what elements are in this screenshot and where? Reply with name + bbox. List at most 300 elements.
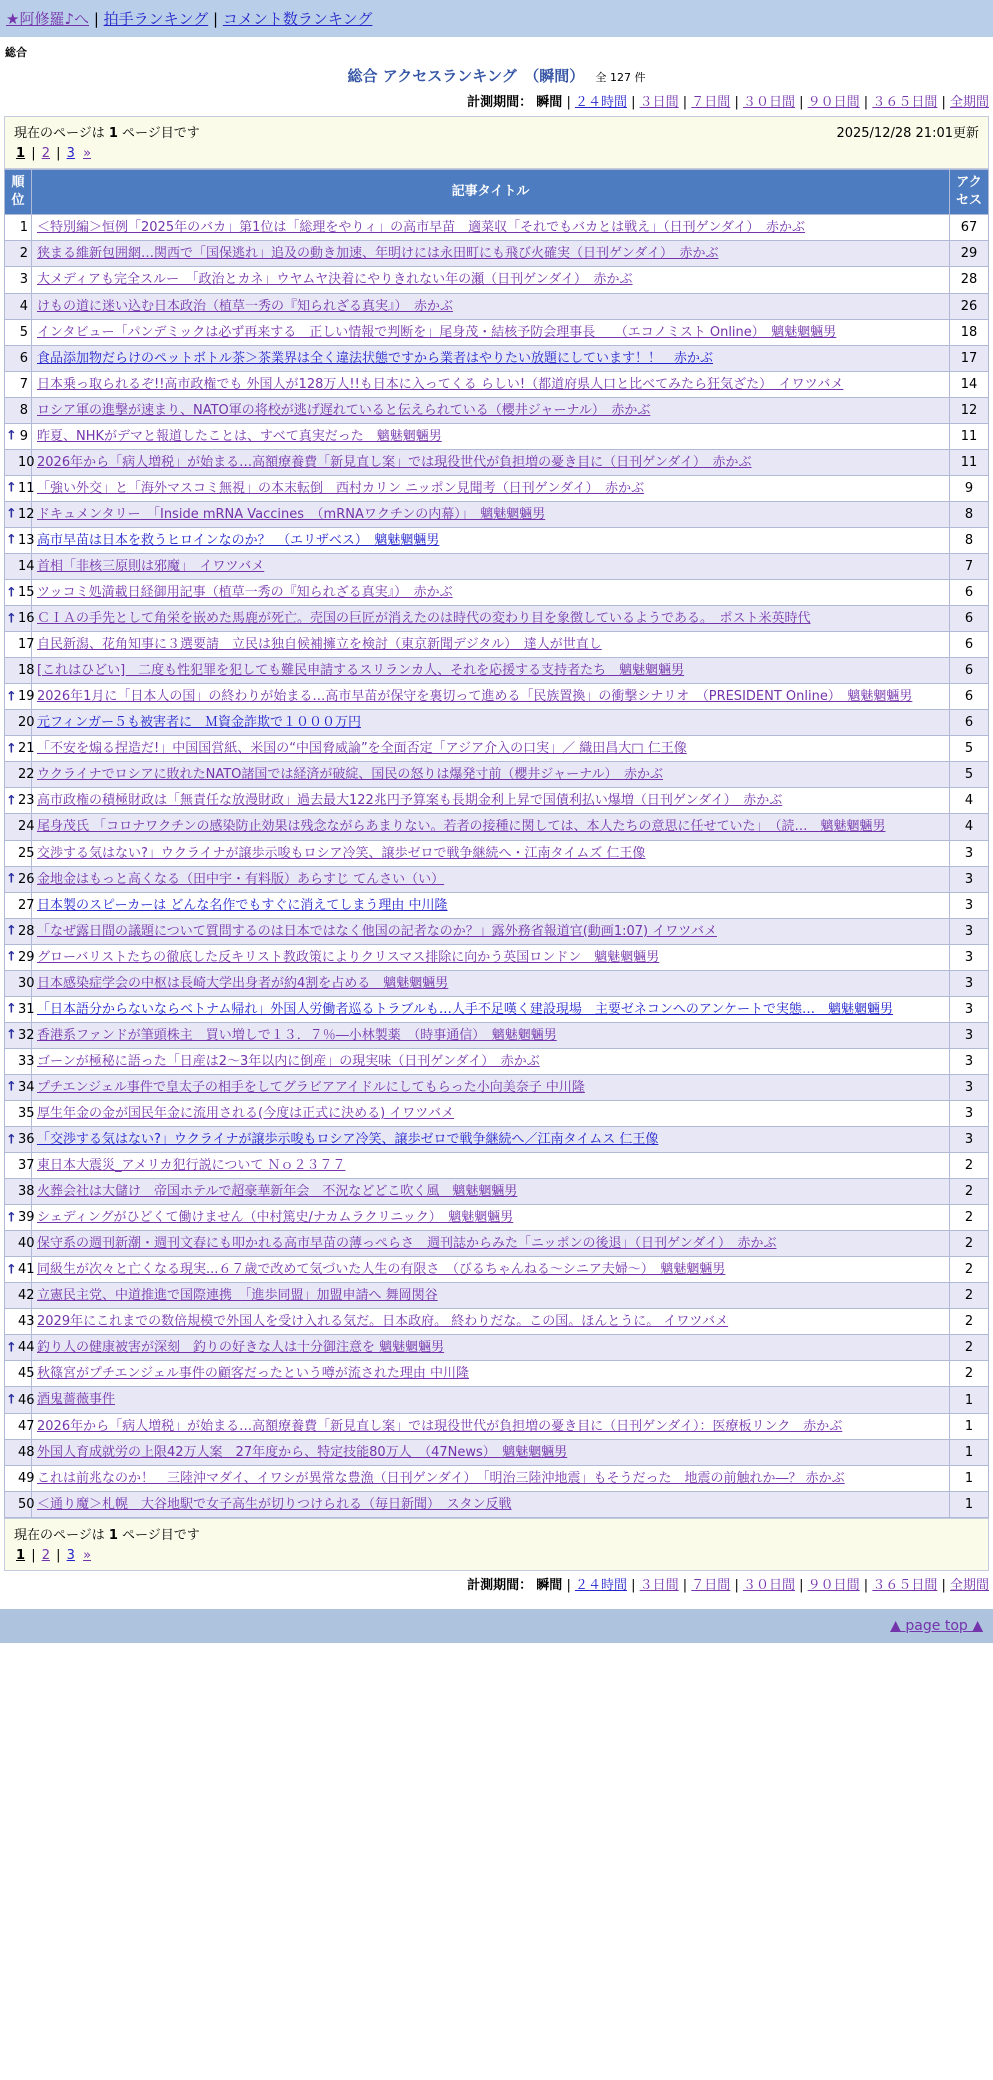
table-row (5, 866, 989, 892)
rank-up-arrow-icon: ↑ (6, 689, 17, 705)
article-title-cell (32, 1335, 950, 1361)
rank-up-arrow-icon: ↑ (6, 741, 17, 757)
article-title-cell (32, 423, 950, 449)
access-count: 2 (950, 1335, 989, 1361)
rank-cell (5, 293, 32, 319)
rank-number: 45 (18, 1366, 35, 1382)
article-link[interactable]: 日本感染症学会の中枢は長崎大学出身者が約4割を占める 魑魅魍魎男 (37, 975, 449, 991)
table-row (5, 1257, 989, 1283)
period-option[interactable]: ３０日間 (742, 1577, 795, 1593)
rank-cell (5, 944, 35, 970)
rank-number: 20 (18, 715, 35, 731)
rank-cell (5, 241, 32, 267)
rank-number: 29 (18, 949, 35, 965)
article-title-cell (32, 1100, 950, 1126)
article-link[interactable]: 2026年1月に「日本人の国」の終わりが始まる…高市早苗が保守を裏切って進める「民族置換」の衝撃シナリオ （PRESIDENT Online） 魑魅魍魎男 (37, 689, 913, 705)
article-link[interactable]: ゴーンが極秘に語った「日産は2～3年以内に倒産」の現実味（日刊ゲンダイ） 赤かぶ (37, 1053, 540, 1069)
article-title-cell (32, 1439, 950, 1465)
period-option[interactable]: ３０日間 (742, 95, 795, 110)
article-link[interactable]: 首相「非核三原則は邪魔」 イワツバメ (37, 558, 265, 574)
current-page-text: 現在のページは 1 ページ目です (14, 1527, 200, 1543)
article-title-cell (32, 371, 950, 397)
article-link[interactable]: 高市政権の積極財政は「無責任な放漫財政」過去最大122兆円予算案も長期金利上昇で国債利払い爆増（日刊ゲンダイ） 赤かぶ (37, 793, 783, 809)
rank-number: 44 (18, 1340, 35, 1356)
article-link[interactable]: 日本製のスピーカーは どんな名作でもすぐに消えてしまう理由 中川隆 (37, 897, 448, 913)
table-row (5, 762, 989, 788)
article-link[interactable]: 「不安を煽る捏造だ!」中国国営紙、米国の“中国脅威論”を全面否定「アジア介入の口実」／ 織田昌大□ 仁王像 (37, 741, 687, 757)
rank-number: 18 (18, 663, 35, 679)
table-row (5, 970, 989, 996)
rank-number: 6 (19, 350, 28, 366)
total-count: 全 127 件 (595, 71, 646, 84)
access-count: 67 (950, 215, 989, 241)
rank-cell (5, 1179, 35, 1205)
article-link[interactable]: 同級生が次々と亡くなる現実...６７歳で改めて気づいた人生の有限さ （びるちゃんねる～シニア夫婦～） 魑魅魍魎男 (37, 1262, 726, 1278)
article-link[interactable]: けもの道に迷い込む日本政治（植草一秀の『知られざる真実』） 赤かぶ (37, 298, 454, 314)
access-count: 1 (950, 1465, 989, 1491)
article-title-cell (32, 1465, 950, 1491)
table-row (5, 1231, 989, 1257)
rank-cell (5, 449, 35, 475)
access-count: 1 (950, 1491, 989, 1517)
access-count: 3 (950, 996, 989, 1022)
rank-cell (5, 788, 35, 814)
access-count: 3 (950, 866, 989, 892)
article-link[interactable]: 厚生年金の金が国民年金に流用される(今度は正式に決める) イワツバメ (37, 1105, 455, 1121)
ranking-table (4, 169, 989, 1518)
article-link[interactable]: 2026年から「病人増税」が始まる…高額療養費「新見直し案」では現役世代が負担増の憂き目に（日刊ゲンダイ） 赤かぶ (37, 454, 752, 470)
article-title-cell (32, 1309, 950, 1335)
rank-number: 43 (18, 1314, 35, 1330)
rank-up-arrow-icon: ↑ (6, 1392, 17, 1408)
rank-cell (5, 345, 32, 371)
article-title-cell (32, 1491, 950, 1517)
updated-timestamp: 2025/12/28 21:01更新 (836, 126, 979, 141)
access-count: 3 (950, 1100, 989, 1126)
article-link[interactable]: 2029年にこれまでの数倍規模で外国人を受け入れる気だ。日本政府。 終わりだな。この国。ほんとうに。 イワツバメ (37, 1314, 729, 1330)
article-link[interactable]: 酒鬼薔薇事件 (37, 1392, 116, 1408)
rank-number: 36 (18, 1132, 35, 1148)
article-title-cell (32, 345, 950, 371)
article-title-cell (32, 1127, 950, 1153)
rank-number: 28 (18, 923, 35, 939)
rank-cell (5, 371, 32, 397)
rank-cell (5, 1074, 35, 1100)
access-count: 8 (950, 501, 989, 527)
article-link[interactable]: プチエンジェル事件で皇太子の相手をしてグラビアアイドルにしてもらった小向美奈子 中川隆 (37, 1079, 585, 1095)
period-option[interactable]: 全期間 (949, 95, 989, 110)
article-link[interactable]: 「強い外交」と「海外マスコミ無視」の本末転倒 西村カリン ニッポン見聞考（日刊ゲンダイ） 赤かぶ (37, 480, 645, 496)
period-selector-top: 計測期間： 瞬間 | ２４時間 | ３日間 | ７日間 | ３０日間 | ９０日間 | ３６５日間 | 全期間 (467, 95, 989, 110)
table-row (5, 553, 989, 579)
access-count: 6 (950, 606, 989, 632)
rank-number: 17 (18, 637, 35, 653)
access-count: 2 (950, 1309, 989, 1335)
article-link[interactable]: ＣＩＡの手先として角栄を嵌めた馬鹿が死亡。売国の巨匠が消えたのは時代の変わり目を象徴しているようである。 ポスト米英時代 (37, 611, 811, 627)
table-row (5, 1153, 989, 1179)
pagination-link[interactable]: 2 (41, 1547, 50, 1563)
bottom-bar (0, 1609, 993, 1643)
rank-number: 32 (18, 1027, 35, 1043)
rank-number: 31 (18, 1001, 35, 1017)
top-nav-link[interactable]: 拍手ランキング (103, 10, 209, 28)
rank-number: 15 (18, 585, 35, 601)
rank-number: 39 (18, 1210, 35, 1226)
article-link[interactable]: 大メディアも完全スルー 「政治とカネ」ウヤムヤ決着にやりきれない年の瀬（日刊ゲンダイ） 赤かぶ (37, 272, 633, 288)
article-link[interactable]: 昨夏、NHKがデマと報道したことは、すべて真実だった 魑魅魍魎男 (37, 428, 442, 444)
rank-cell (5, 501, 35, 527)
article-link[interactable]: 「なぜ露日間の議題について質問するのは日本ではなく他国の記者なのか？」露外務省報道官(動画1:07) イワツバメ (37, 923, 717, 939)
rank-up-arrow-icon: ↑ (6, 1001, 17, 1017)
table-row (5, 892, 989, 918)
access-count: 29 (950, 241, 989, 267)
article-link[interactable]: 2026年から「病人増税」が始まる…高額療養費「新見直し案」では現役世代が負担増の憂き目に（日刊ゲンダイ）：医療板リンク 赤かぶ (37, 1418, 843, 1434)
access-count: 6 (950, 632, 989, 658)
access-count: 3 (950, 1048, 989, 1074)
article-link[interactable]: 秋篠宮がプチエンジェル事件の顧客だったという噂が流された理由 中川隆 (37, 1366, 470, 1382)
rank-cell (5, 1361, 35, 1387)
table-row (5, 1413, 989, 1439)
rank-cell (5, 1022, 35, 1048)
rank-number: 14 (18, 559, 35, 574)
article-link[interactable]: 東日本大震災_アメリカ犯行説について Ｎｏ２３７７ (37, 1158, 346, 1174)
rank-cell (5, 1127, 35, 1153)
rank-number: 26 (18, 871, 35, 887)
top-nav-link[interactable]: ★阿修羅♪へ (6, 10, 90, 28)
article-title-cell (32, 580, 950, 606)
pagination-link[interactable]: » (83, 1547, 92, 1563)
table-row (5, 1048, 989, 1074)
rank-cell (5, 1413, 35, 1439)
article-title-cell (32, 1048, 950, 1074)
rank-cell (5, 710, 35, 736)
table-row (5, 1361, 989, 1387)
table-row (5, 1465, 989, 1491)
article-title-cell (32, 918, 950, 944)
rank-up-arrow-icon: ↑ (6, 611, 17, 627)
access-count: 6 (950, 580, 989, 606)
pagination-link[interactable]: 2 (41, 146, 50, 161)
rank-cell (5, 1335, 35, 1361)
top-nav-bar: ★阿修羅♪へ | 拍手ランキング | コメント数ランキング (0, 0, 993, 37)
period-option[interactable]: ７日間 (691, 1577, 731, 1593)
access-count: 3 (950, 1074, 989, 1100)
article-title-cell (32, 553, 950, 579)
rank-number: 49 (18, 1470, 35, 1486)
access-count: 2 (950, 1283, 989, 1309)
article-link[interactable]: 元フィンガー５も被害者に Ｍ資金詐欺で１０００万円 (37, 715, 361, 731)
rank-up-arrow-icon: ↑ (6, 585, 17, 601)
article-link[interactable]: 食品添加物だらけのペットボトル茶＞茶業界は全く違法状態ですから業者はやりたい放題にしています！！ 赤かぶ (37, 350, 714, 366)
rank-number: 19 (18, 689, 35, 705)
table-row (5, 606, 989, 632)
pagination-bottom: 1 | 2 | 3 » (16, 1547, 92, 1563)
article-link[interactable]: ＜通り魔＞札幌 大谷地駅で女子高生が切りつけられる（毎日新聞） スタン反戦 (37, 1496, 512, 1512)
period-option[interactable]: ３日間 (639, 1577, 679, 1593)
rank-cell (5, 1100, 35, 1126)
rank-cell (5, 527, 35, 553)
article-link[interactable]: [これはひどい] 二度も性犯罪を犯しても難民申請するスリランカ人、それを応援する支持者たち 魑魅魍魎男 (37, 663, 685, 679)
rank-number: 38 (18, 1184, 35, 1200)
rank-number: 12 (18, 506, 35, 522)
access-count: 14 (950, 371, 989, 397)
article-link[interactable]: ドキュメンタリー 「Inside mRNA Vaccines （mRNAワクチンの内幕）」 魑魅魍魎男 (37, 506, 546, 522)
board-label: 総合 (5, 46, 27, 59)
pagination-link[interactable]: » (83, 146, 92, 161)
table-row (5, 371, 989, 397)
table-row (5, 423, 989, 449)
access-count: 6 (950, 684, 989, 710)
access-count: 18 (950, 319, 989, 345)
period-option[interactable]: ７日間 (691, 95, 731, 110)
table-row (5, 501, 989, 527)
article-title-cell (32, 996, 950, 1022)
article-link[interactable]: 香港系ファンドが筆頭株主 買い増しで１３．７％―小林製薬 （時事通信） 魑魅魍魎男 (37, 1027, 557, 1043)
article-link[interactable]: 「日本語分からないならベトナム帰れ」外国人労働者巡るトラブルも…人手不足嘆く建設現場 主要ゼネコンへのアンケートで実態… 魑魅魍魎男 (37, 1001, 894, 1017)
article-title-cell (32, 475, 950, 501)
article-link[interactable]: シェディングがひどくて働けません（中村篤史/ナカムラクリニック） 魑魅魍魎男 (37, 1210, 514, 1226)
rank-up-arrow-icon: ↑ (6, 923, 17, 939)
table-row (5, 918, 989, 944)
table-row (5, 527, 989, 553)
table-row (5, 1127, 989, 1153)
period-selector-bottom: 計測期間： 瞬間 | ２４時間 | ３日間 | ７日間 | ３０日間 | ９０日間 | ３６５日間 | 全期間 (467, 1577, 989, 1593)
rank-number: 41 (18, 1262, 35, 1278)
article-link[interactable]: 交渉する気はない?」ウクライナが譲歩示唆もロシア冷笑、譲歩ゼロで戦争継続へ・江南タイムズ 仁王像 (37, 845, 646, 861)
table-row (5, 658, 989, 684)
rank-number: 22 (18, 767, 35, 783)
table-row (5, 580, 989, 606)
rank-cell (5, 918, 35, 944)
article-title-cell (32, 944, 950, 970)
article-link[interactable]: 高市早苗は日本を救うヒロインなのか？ （エリザベス） 魑魅魍魎男 (37, 532, 440, 548)
rank-cell (5, 267, 32, 293)
article-link[interactable]: グローバリストたちの徹底した反キリスト教政策によりクリスマス排除に向かう英国ロンドン 魑魅魍魎男 (37, 949, 660, 965)
table-row (5, 475, 989, 501)
rank-up-arrow-icon: ↑ (6, 480, 17, 496)
rank-cell (5, 580, 35, 606)
rank-number: 35 (18, 1105, 35, 1121)
article-link[interactable]: 金地金はもっと高くなる（田中宇・有料版）あらすじ てんさい（い） (37, 871, 445, 887)
access-count: 5 (950, 762, 989, 788)
article-link[interactable]: ＜特別編＞恒例「2025年のバカ」第1位は「総理をやりィ」の高市早苗 適菜収「それでもバカとは戦え」（日刊ゲンダイ） 赤かぶ (37, 220, 806, 236)
rank-number: 21 (18, 741, 35, 757)
article-title-cell (32, 658, 950, 684)
rank-number: 24 (18, 819, 35, 835)
column-header-rank: 順位 (5, 170, 32, 215)
table-row (5, 215, 989, 241)
access-count: 11 (950, 449, 989, 475)
pagination-link[interactable]: 3 (66, 1547, 75, 1563)
period-label: 計測期間： (467, 95, 533, 110)
table-row (5, 1179, 989, 1205)
rank-number: 48 (18, 1444, 35, 1460)
article-title-cell (32, 710, 950, 736)
rank-up-arrow-icon: ↑ (6, 871, 17, 887)
current-page-text: 現在のページは 1 ページ目です (14, 126, 200, 141)
article-title-cell (32, 632, 950, 658)
pagination-link[interactable]: 1 (16, 1547, 26, 1563)
rank-cell (5, 1153, 35, 1179)
rank-cell (5, 996, 35, 1022)
article-link[interactable]: 外国人育成就労の上限42万人案 27年度から、特定技能80万人 （47News） 魑魅魍魎男 (37, 1444, 568, 1460)
article-title-cell (32, 762, 950, 788)
period-option[interactable]: ２４時間 (574, 95, 627, 110)
article-link[interactable]: 立憲民主党、中道推進で国際連携 「進歩同盟」加盟申請へ 舞岡関谷 (37, 1288, 438, 1304)
access-count: 2 (950, 1205, 989, 1231)
article-link[interactable]: 日本乗っ取られるぞ!!高市政権でも 外国人が128万人!!も日本に入ってくる らしい!（都道府県人口と比べてみたら狂気ざた） イワツバメ (37, 376, 844, 392)
period-option[interactable]: 瞬間 (536, 95, 563, 110)
article-link[interactable]: 「交渉する気はない?」ウクライナが譲歩示唆もロシア冷笑、譲歩ゼロで戦争継続へ／江南タイムス 仁王像 (37, 1132, 659, 1148)
article-link[interactable]: 自民新潟、花角知事に３選要請 立民は独自候補擁立を検討（東京新聞デジタル） 達人が世直し (37, 637, 602, 653)
rank-number: 27 (18, 897, 35, 913)
article-title-cell (32, 241, 950, 267)
table-row (5, 345, 989, 371)
rank-cell (5, 658, 35, 684)
rank-cell (5, 1439, 35, 1465)
table-row (5, 1309, 989, 1335)
article-link[interactable]: これは前兆なのか！ 三陸沖マダイ、イワシが異常な豊漁（日刊ゲンダイ） 「明治三陸沖地震」もそうだった 地震の前触れか―？ 赤かぶ (37, 1470, 845, 1486)
rank-number: 7 (19, 376, 28, 392)
article-title-cell (32, 1387, 950, 1413)
article-title-cell (32, 1283, 950, 1309)
period-option[interactable]: ２４時間 (574, 1577, 627, 1593)
article-title-cell (32, 1361, 950, 1387)
period-option[interactable]: ３６５日間 (872, 95, 938, 110)
article-link[interactable]: ツッコミ処満載日経御用記事（植草一秀の『知られざる真実』） 赤かぶ (37, 585, 453, 601)
access-count: 28 (950, 267, 989, 293)
current-page-number: 1 (108, 126, 118, 141)
access-count: 6 (950, 658, 989, 684)
article-title-cell (32, 1022, 950, 1048)
table-row (5, 1335, 989, 1361)
rank-number: 5 (19, 324, 28, 340)
access-count: 3 (950, 840, 989, 866)
article-title-cell (32, 527, 950, 553)
period-option[interactable]: ３６５日間 (872, 1577, 938, 1593)
current-page-number: 1 (108, 1527, 118, 1543)
rank-number: 34 (18, 1079, 35, 1095)
table-row (5, 241, 989, 267)
table-row (5, 1022, 989, 1048)
rank-number: 8 (19, 402, 28, 418)
article-title-cell (32, 1257, 950, 1283)
access-count: 3 (950, 918, 989, 944)
rank-number: 1 (19, 220, 28, 236)
access-count: 3 (950, 1127, 989, 1153)
rank-up-arrow-icon: ↑ (6, 506, 17, 522)
article-title-cell (32, 293, 950, 319)
rank-cell (5, 684, 35, 710)
article-link[interactable]: 釣り人の健康被害が深刻 釣りの好きな人は十分御注意を 魑魅魍魎男 (37, 1340, 445, 1356)
rank-number: 4 (19, 298, 28, 314)
period-option[interactable]: 全期間 (949, 1577, 989, 1593)
access-count: 4 (950, 814, 989, 840)
access-count: 1 (950, 1439, 989, 1465)
rank-cell (5, 892, 35, 918)
table-row (5, 397, 989, 423)
article-link[interactable]: 保守系の週刊新潮・週刊文春にも叩かれる高市早苗の薄っぺらさ 週刊誌からみた「ニッポンの後退」（日刊ゲンダイ） 赤かぶ (37, 1236, 777, 1252)
table-row (5, 788, 989, 814)
top-nav-link[interactable]: コメント数ランキング (222, 10, 373, 28)
table-header-row (5, 170, 989, 215)
rank-cell (5, 1205, 35, 1231)
article-title-cell (32, 788, 950, 814)
access-count: 9 (950, 475, 989, 501)
period-label: 計測期間： (467, 1577, 533, 1593)
period-option[interactable]: ３日間 (639, 95, 679, 110)
table-row (5, 814, 989, 840)
period-option[interactable]: 瞬間 (536, 1577, 563, 1593)
access-count: 8 (950, 527, 989, 553)
article-link[interactable]: ロシア軍の進撃が速まり、NATO軍の将校が逃げ遅れていると伝えられている（櫻井ジャーナル） 赤かぶ (37, 402, 651, 418)
article-title-cell (32, 840, 950, 866)
rank-cell (5, 970, 35, 996)
table-row (5, 293, 989, 319)
rank-up-arrow-icon: ↑ (6, 1132, 17, 1148)
rank-number: 37 (18, 1158, 35, 1174)
table-row (5, 1100, 989, 1126)
article-title-cell (32, 215, 950, 241)
table-row (5, 996, 989, 1022)
article-title-cell (32, 1413, 950, 1439)
table-row (5, 1074, 989, 1100)
rank-number: 50 (18, 1496, 35, 1512)
table-row (5, 684, 989, 710)
rank-number: 33 (18, 1053, 35, 1069)
rank-number: 30 (18, 975, 35, 991)
pagination-link[interactable]: 3 (66, 146, 75, 161)
pagination-link[interactable]: 1 (16, 146, 26, 161)
rank-cell (5, 397, 32, 423)
access-count: 6 (950, 710, 989, 736)
rank-up-arrow-icon: ↑ (6, 1340, 17, 1356)
rank-number: 25 (18, 845, 35, 861)
rank-number: 13 (18, 532, 35, 548)
rank-cell (5, 1048, 35, 1074)
rank-up-arrow-icon: ↑ (6, 1210, 17, 1226)
rank-cell (5, 1491, 35, 1517)
access-count: 12 (950, 397, 989, 423)
article-link[interactable]: インタビュー「パンデミックは必ず再来する 正しい情報で判断を」尾身茂・結核予防会理事長 （エコノミスト Online） 魑魅魍魎男 (37, 324, 837, 340)
column-header-access: アクセス (950, 170, 989, 215)
period-option[interactable]: ９０日間 (807, 95, 860, 110)
rank-cell (5, 1283, 35, 1309)
page-top-link[interactable]: ▲ page top ▲ (890, 1617, 983, 1634)
rank-up-arrow-icon: ↑ (6, 1262, 17, 1278)
article-link[interactable]: 尾身茂氏 「コロナワクチンの感染防止効果は残念ながらあまりない。若者の接種に関しては、本人たちの意思に任せていた」 （読… 魑魅魍魎男 (37, 819, 886, 835)
rank-number: 16 (18, 611, 35, 627)
rank-cell (5, 762, 35, 788)
rank-cell (5, 1309, 35, 1335)
rank-cell (5, 632, 35, 658)
article-title-cell (32, 1153, 950, 1179)
access-count: 2 (950, 1153, 989, 1179)
rank-number: 42 (18, 1288, 35, 1304)
rank-up-arrow-icon: ↑ (6, 532, 17, 548)
rank-cell (5, 840, 35, 866)
access-count: 11 (950, 423, 989, 449)
article-link[interactable]: ウクライナでロシアに敗れたNATO諸国では経済が破綻、国民の怒りは爆発寸前（櫻井ジャーナル） 赤かぶ (37, 767, 663, 783)
table-row (5, 1491, 989, 1517)
pagination-top: 1 | 2 | 3 » (16, 146, 92, 161)
article-title-cell (32, 736, 950, 762)
rank-cell (5, 814, 35, 840)
period-option[interactable]: ９０日間 (807, 1577, 860, 1593)
article-link[interactable]: 狭まる維新包囲網…関西で「国保逃れ」追及の動き加速、年明けには永田町にも飛び火確実（日刊ゲンダイ） 赤かぶ (37, 246, 719, 262)
table-row (5, 944, 989, 970)
article-link[interactable]: 火葬会社は大儲け 帝国ホテルで超豪華新年会 不況などどこ吹く風 魑魅魍魎男 (37, 1184, 518, 1200)
